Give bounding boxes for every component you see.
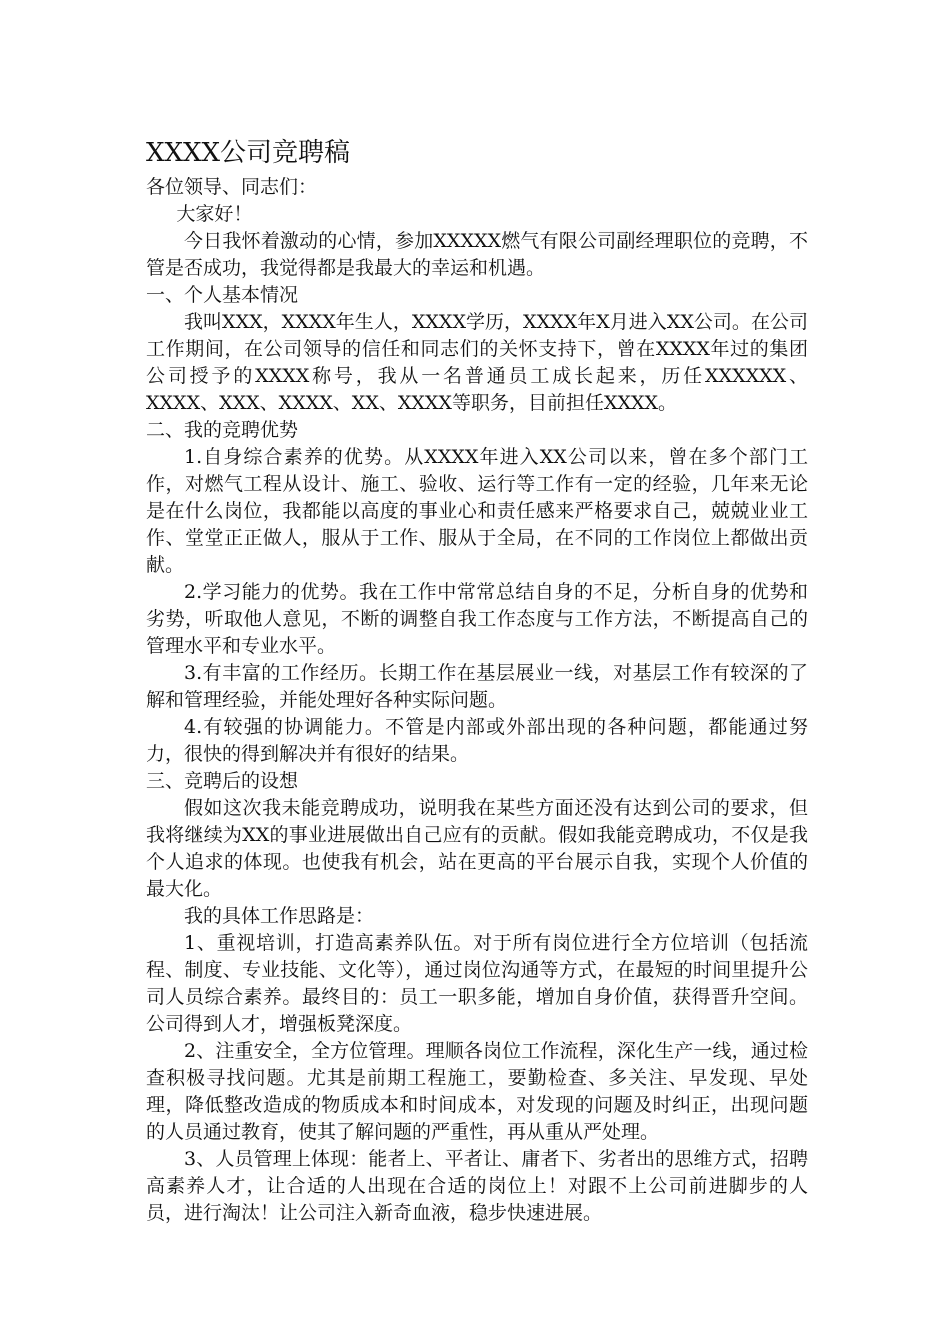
document-body <box>146 228 808 1227</box>
body-paragraph: 2.学习能力的优势。我在工作中常常总结自身的不足，分析自身的优势和劣势，听取他人意见，不断的调整自我工作态度与工作方法，不断提高自己的管理水平和专业水平。 <box>146 581 808 657</box>
body-paragraph: 4.有较强的协调能力。不管是内部或外部出现的各种问题，都能通过努力，很快的得到解决并有很好的结果。 <box>146 716 808 765</box>
section-heading: 一、个人基本情况 <box>146 284 299 306</box>
body-paragraph: 2、注重安全，全方位管理。理顺各岗位工作流程，深化生产一线，通过检查积极寻找问题。尤其是前期工程施工，要勤检查、多关注、早发现、早处理，降低整改造成的物质成本和时间成本，对发现的问题及时纠正，出现问题的人员通过教育，使其了解问题的严重性，再从重从严处理。 <box>146 1040 808 1143</box>
section-heading: 二、我的竞聘优势 <box>146 419 299 441</box>
body-paragraph: 1、重视培训，打造高素养队伍。对于所有岗位进行全方位培训（包括流程、制度、专业技能、文化等），通过岗位沟通等方式，在最短的时间里提升公司人员综合素养。最终目的：员工一职多能，增加自身价值，获得晋升空间。公司得到人才，增强板凳深度。 <box>146 932 808 1035</box>
body-paragraph: 3.有丰富的工作经历。长期工作在基层展业一线，对基层工作有较深的了解和管理经验，并能处理好各种实际问题。 <box>146 662 808 711</box>
body-paragraph: 我叫XXX，XXXX年生人，XXXX学历，XXXX年X月进入XX公司。在公司工作期间，在公司领导的信任和同志们的关怀支持下，曾在XXXX年过的集团公司授予的XXXX称号，我从一名普通员工成长起来，历任XXXXXX、XXXX、XXX、XXXX、XX、XXXX等职务，目前担任XXXX。 <box>146 311 808 414</box>
body-paragraph: 我的具体工作思路是： <box>184 905 375 927</box>
body-paragraph: 假如这次我未能竞聘成功，说明我在某些方面还没有达到公司的要求，但我将继续为XX的事业进展做出自己应有的贡献。假如我能竞聘成功，不仅是我个人追求的体现。也使我有机会，站在更高的平台展示自我，实现个人价值的最大化。 <box>146 797 808 900</box>
hello-line: 大家好！ <box>176 203 253 225</box>
section-heading: 三、竞聘后的设想 <box>146 770 299 792</box>
document-title: XXXX公司竞聘稿 <box>146 138 351 168</box>
body-paragraph: 1.自身综合素养的优势。从XXXX年进入XX公司以来，曾在多个部门工作，对燃气工程从设计、施工、验收、运行等工作有一定的经验，几年来无论是在什么岗位，我都能以高度的事业心和责任感来严格要求自己，兢兢业业工作、堂堂正正做人，服从于工作、服从于全局，在不同的工作岗位上都做出贡献。 <box>146 446 808 576</box>
body-paragraph: 今日我怀着激动的心情，参加XXXXX燃气有限公司副经理职位的竞聘，不管是否成功，我觉得都是我最大的幸运和机遇。 <box>146 230 808 279</box>
document-page <box>146 136 808 1227</box>
greeting: 各位领导、同志们： <box>146 176 318 198</box>
body-paragraph: 3、人员管理上体现：能者上、平者让、庸者下、劣者出的思维方式，招聘高素养人才，让合适的人出现在合适的岗位上！对跟不上公司前进脚步的人员，进行淘汰！让公司注入新奇血液，稳步快速进展。 <box>146 1148 808 1224</box>
